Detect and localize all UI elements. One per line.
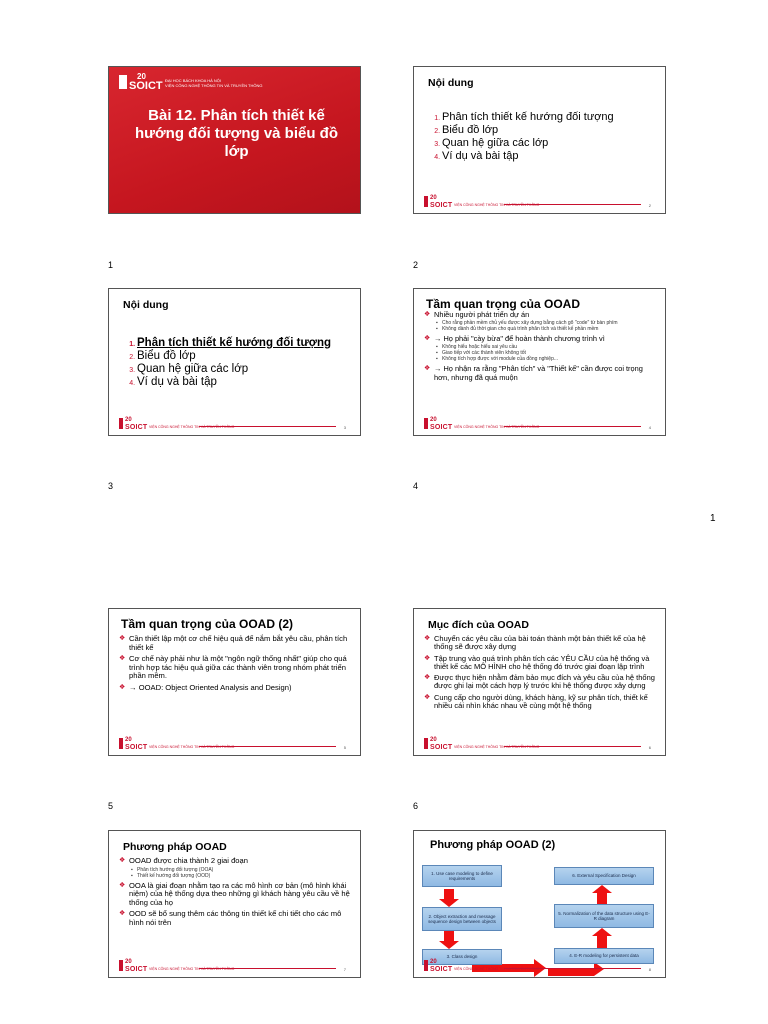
logo-text: SOICT <box>125 744 148 751</box>
bullet-item: ❖ Tập trung vào quá trình phân tích các YÊU CẦU của hệ thống và thiết kế các MÔ HÌNH cho hệ thống đó trước giai đoạn lập trình <box>424 655 657 672</box>
bullet-text: Nhiều người phát triển dự án <box>434 310 530 319</box>
logo-number: 20 <box>430 737 437 743</box>
slide-7[interactable] <box>108 830 361 978</box>
bullet-item: ❖ Cần thiết lập một cơ chế hiệu quả để nắm bắt yêu cầu, phân tích thiết kế <box>119 635 352 652</box>
slide-number: 5 <box>108 801 114 811</box>
toc-item: 3. Quan hệ giữa các lớp <box>442 137 614 150</box>
toc-item-active: 1. Phân tích thiết kế hướng đối tượng <box>137 337 331 350</box>
bullet-item: ❖ OOD sẽ bổ sung thêm các thông tin thiết kế chi tiết cho các mô hình nói trên <box>119 910 352 927</box>
bullet-list <box>424 311 657 385</box>
logo-text: SOICT <box>430 744 453 751</box>
footer-divider <box>504 426 641 427</box>
logo-number: 20 <box>125 737 132 743</box>
bullet-item <box>424 311 657 332</box>
toc-item: 4. Ví dụ và bài tập <box>137 376 331 389</box>
slide-4[interactable] <box>413 288 666 436</box>
slide-title: Nội dung <box>123 299 169 311</box>
logo-number: 20 <box>125 417 132 423</box>
bullet-item <box>119 857 352 879</box>
slide-number: 1 <box>108 260 114 270</box>
page-number: 2 <box>648 203 651 208</box>
sub-item: ▪ Giao tiếp với các thành viên không tốt <box>434 350 657 356</box>
slide-footer <box>424 195 655 209</box>
sub-list <box>434 344 657 362</box>
logo-mark <box>424 418 428 429</box>
slide-5[interactable] <box>108 608 361 756</box>
slide-number: 2 <box>413 260 419 270</box>
slide-title: Tầm quan trọng của OOAD (2) <box>121 617 294 631</box>
logo-text: SOICT <box>430 202 453 209</box>
footer-divider <box>199 968 336 969</box>
bullet-item: ❖ OOA là giai đoạn nhằm tạo ra các mô hình cơ bản (mô hình khái niệm) của hệ thống dựa theo những gì khách hàng yêu cầu về hệ thống của họ <box>119 882 352 908</box>
toc-item: 2. Biểu đồ lớp <box>442 124 614 137</box>
bullet-item <box>424 335 657 362</box>
bullet-list <box>119 635 352 696</box>
slide-title: Tầm quan trọng của OOAD <box>426 297 581 311</box>
logo-number: 20 <box>137 72 146 81</box>
process-box-5: 5. Normalization of the data structure using E-R diagram <box>554 904 654 928</box>
sub-item: ▪ Phân tích hướng đối tượng (OOA) <box>129 867 352 873</box>
bullet-item: ❖ Được thực hiện nhằm đảm bảo mục đích và yêu cầu của hệ thống được ghi lại một cách hợp lý trước khi hệ thống được xây dựng <box>424 674 657 691</box>
org-line-1: ĐẠI HỌC BÁCH KHOA HÀ NỘI <box>165 78 222 83</box>
org-line-2: VIỆN CÔNG NGHỆ THÔNG TIN VÀ TRUYỀN THÔNG <box>165 83 263 88</box>
page-number: 7 <box>343 967 346 972</box>
logo-mark <box>424 738 428 749</box>
slide-footer <box>424 737 655 751</box>
slide-number: 4 <box>413 481 419 491</box>
logo-text: SOICT <box>430 966 453 973</box>
toc-item: 2. Biểu đồ lớp <box>137 350 331 363</box>
sheet-page-number: 1 <box>710 513 716 524</box>
arrow-down-2 <box>439 931 459 949</box>
slide-number: 6 <box>413 801 419 811</box>
slide-2[interactable] <box>413 66 666 214</box>
footer-divider <box>504 968 641 969</box>
footer-org: VIỆN CÔNG NGHỆ THÔNG TIN VÀ TRUYỀN THÔNG <box>454 967 540 971</box>
logo-number: 20 <box>430 959 437 965</box>
slide-footer <box>119 959 350 973</box>
bullet-item: ❖ → Họ nhận ra rằng "Phân tích" và "Thiết kế" cần được coi trọng hơn, nhưng đã quá muộn <box>424 365 657 381</box>
process-box-1: 1. Use case modeling to define requirements <box>422 865 502 887</box>
logo-number: 20 <box>430 417 437 423</box>
footer-org: VIỆN CÔNG NGHỆ THÔNG TIN VÀ TRUYỀN THÔNG <box>454 425 540 429</box>
bullet-text: OOAD được chia thành 2 giai đoạn <box>129 856 248 865</box>
arrow-up-2 <box>592 885 612 904</box>
footer-divider <box>504 204 641 205</box>
logo-text: SOICT <box>125 966 148 973</box>
toc-item: 4. Ví dụ và bài tập <box>442 150 614 163</box>
logo-text: SOICT <box>430 424 453 431</box>
slide-1[interactable] <box>108 66 361 214</box>
page-number: 3 <box>343 425 346 430</box>
bullet-list <box>424 635 657 713</box>
logo-number: 20 <box>125 959 132 965</box>
footer-divider <box>199 746 336 747</box>
sub-item: ▪ Cho rằng phần mềm chủ yếu được xây dựng bằng cách gõ "code" từ bàn phím <box>434 320 657 326</box>
slide-8[interactable] <box>413 830 666 978</box>
sub-item: ▪ Không hiểu hoặc hiểu sai yêu cầu <box>434 344 657 350</box>
footer-org: VIỆN CÔNG NGHỆ THÔNG TIN VÀ TRUYỀN THÔNG <box>149 967 235 971</box>
slide-footer <box>119 737 350 751</box>
bullet-item: ❖ Cơ chế này phải như là một "ngôn ngữ thống nhất" giúp cho quá trình hợp tác hiệu quả giữa các thành viên trong nhóm phát triển phần mềm. <box>119 655 352 681</box>
page-number: 5 <box>343 745 346 750</box>
page-number: 4 <box>648 425 651 430</box>
page-number: 6 <box>648 745 651 750</box>
footer-divider <box>504 746 641 747</box>
logo-mark <box>119 960 123 971</box>
sub-item: ▪ Không dành đủ thời gian cho quá trình phân tích và thiết kế phần mềm <box>434 326 657 332</box>
slide-6[interactable] <box>413 608 666 756</box>
slide-footer <box>424 959 655 973</box>
bullet-item: ❖ Chuyển các yêu cầu của bài toán thành một bản thiết kế của hệ thống sẽ được xây dựng <box>424 635 657 652</box>
footer-org: VIỆN CÔNG NGHỆ THÔNG TIN VÀ TRUYỀN THÔNG <box>454 203 540 207</box>
slide-title: Nội dung <box>428 77 474 89</box>
sub-list <box>129 867 352 879</box>
slide-title: Mục đích của OOAD <box>428 619 529 631</box>
logo-mark <box>424 196 428 207</box>
toc-list <box>428 111 614 163</box>
bullet-item: ❖ Cung cấp cho người dùng, khách hàng, kỹ sư phân tích, thiết kế nhiều cái nhìn khác nhau về cùng một hệ thống <box>424 694 657 711</box>
footer-org: VIỆN CÔNG NGHỆ THÔNG TIN VÀ TRUYỀN THÔNG <box>149 425 235 429</box>
bullet-text: → Họ phải "cày bừa" để hoàn thành chương trình vì <box>434 334 605 344</box>
process-box-6: 6. External Specification Design <box>554 867 654 885</box>
footer-divider <box>199 426 336 427</box>
slide-footer <box>119 417 350 431</box>
slide-title: Bài 12. Phân tích thiết kế hướng đối tượng và biểu đồ lớp <box>134 107 339 160</box>
sub-item: ▪ Thiết kế hướng đối tượng (OOD) <box>129 873 352 879</box>
slide-title: Phương pháp OOAD (2) <box>430 839 556 851</box>
sub-item: ▪ Không tích hợp được với module của đồng nghiệp... <box>434 356 657 362</box>
slide-title: Phương pháp OOAD <box>123 841 227 853</box>
bullet-item: ❖ → OOAD: Object Oriented Analysis and Design) <box>119 684 352 693</box>
logo-text: SOICT <box>129 80 163 92</box>
footer-org: VIỆN CÔNG NGHỆ THÔNG TIN VÀ TRUYỀN THÔNG <box>149 745 235 749</box>
toc-item: 1. Phân tích thiết kế hướng đối tượng <box>442 111 614 124</box>
arrow-up-1 <box>592 928 612 948</box>
footer-org: VIỆN CÔNG NGHỆ THÔNG TIN VÀ TRUYỀN THÔNG <box>454 745 540 749</box>
slide-footer <box>424 417 655 431</box>
logo-mark <box>119 75 127 89</box>
page-number: 8 <box>648 967 651 972</box>
slide-number: 3 <box>108 481 114 491</box>
bullet-list <box>119 857 352 931</box>
arrow-down-1 <box>439 889 459 907</box>
process-box-2: 2. Object extraction and message sequence design between objects <box>422 907 502 931</box>
process-box-4: 4. E-R modeling for persistent data <box>554 948 654 964</box>
logo-mark <box>424 960 428 971</box>
process-box-3: 3. Class design <box>422 949 502 965</box>
sub-list <box>434 320 657 332</box>
toc-list <box>123 337 331 389</box>
logo-mark <box>119 738 123 749</box>
logo-number: 20 <box>430 195 437 201</box>
logo-text: SOICT <box>125 424 148 431</box>
slide-3[interactable] <box>108 288 361 436</box>
toc-item: 3. Quan hệ giữa các lớp <box>137 363 331 376</box>
logo-mark <box>119 418 123 429</box>
